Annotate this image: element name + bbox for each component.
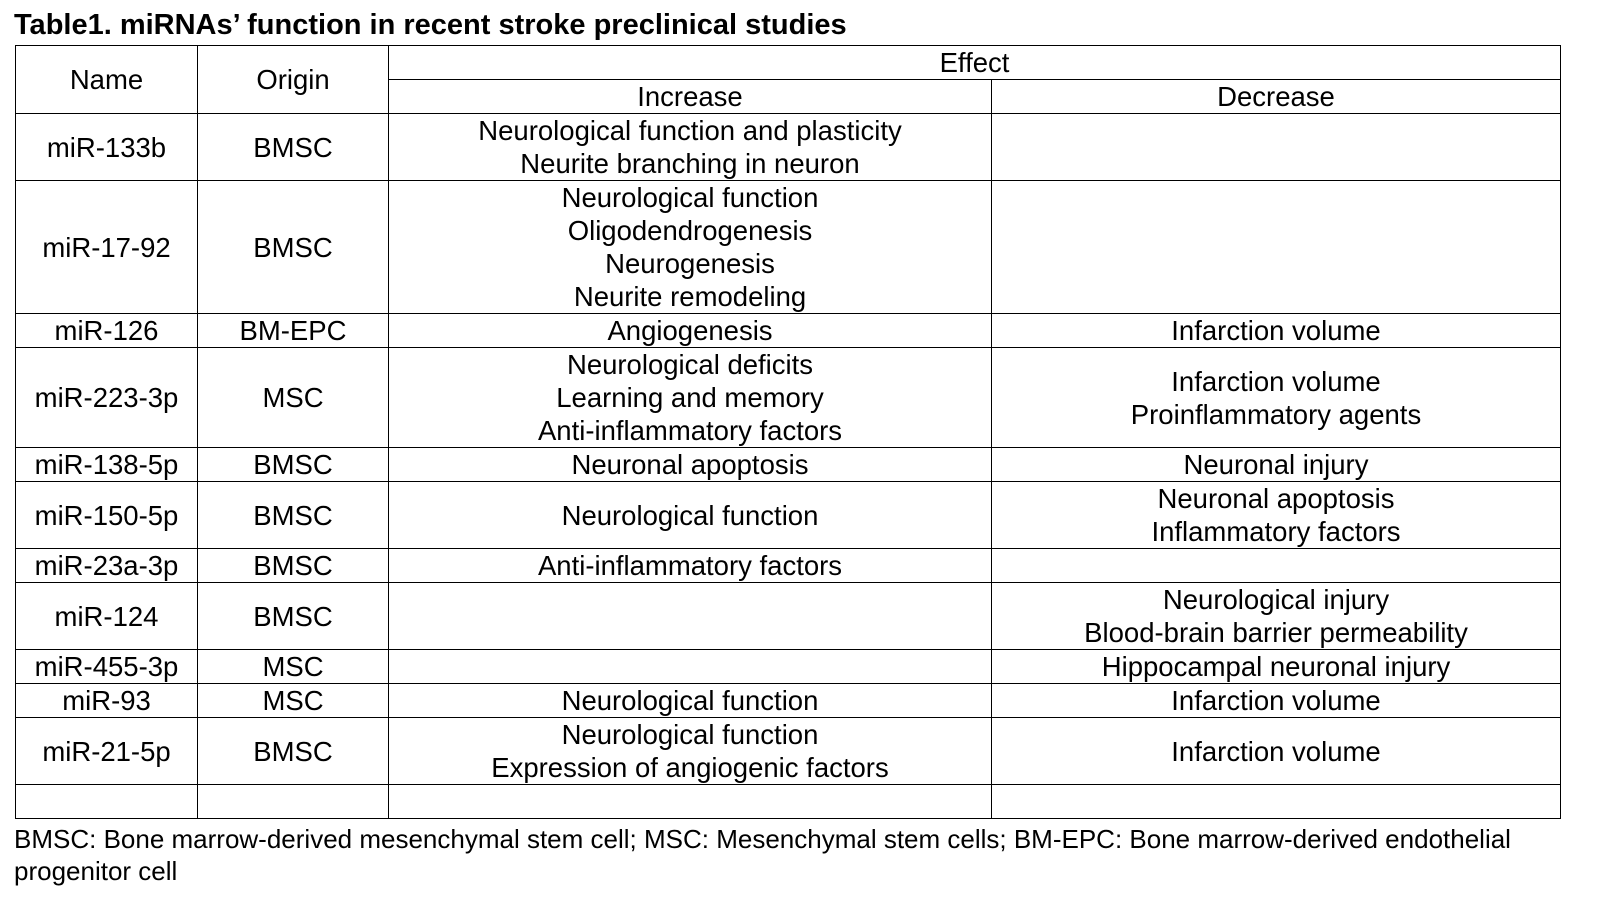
increase-effect-cell: [389, 314, 992, 348]
decrease-effect-cell: [992, 718, 1561, 785]
increase-effect-line: Angiogenesis: [607, 315, 773, 346]
header-increase: Increase: [389, 80, 992, 114]
decrease-effect-cell: [992, 650, 1561, 684]
mirna-name-cell: miR-150-5p: [16, 482, 198, 549]
decrease-effect-line: Blood-brain barrier permeability: [1084, 617, 1468, 648]
origin-cell: MSC: [198, 684, 389, 718]
table-title: Table1. miRNAs’ function in recent stroke preclinical studies: [14, 9, 847, 41]
decrease-effect-cell: [992, 785, 1561, 819]
increase-effect-cell: [389, 448, 992, 482]
decrease-effect-cell: [992, 348, 1561, 448]
decrease-effect-line: Inflammatory factors: [1151, 516, 1401, 547]
table-row: [16, 785, 1561, 819]
decrease-effect-cell: [992, 181, 1561, 314]
increase-effect-line: Neurite remodeling: [573, 281, 807, 312]
increase-effect-line: Anti-inflammatory factors: [537, 550, 843, 581]
mirna-name-cell: miR-23a-3p: [16, 549, 198, 583]
mirna-name-cell: miR-21-5p: [16, 718, 198, 785]
table-row: [16, 684, 1561, 718]
decrease-effect-cell: [992, 549, 1561, 583]
mirna-table: [15, 45, 1561, 819]
origin-cell: BMSC: [198, 718, 389, 785]
origin-cell: BMSC: [198, 482, 389, 549]
table-row: [16, 650, 1561, 684]
increase-effect-line: Anti-inflammatory factors: [537, 415, 843, 446]
table-row: [16, 718, 1561, 785]
header-origin: Origin: [198, 46, 389, 114]
mirna-name-cell: [16, 785, 198, 819]
origin-cell: BM-EPC: [198, 314, 389, 348]
table-row: [16, 114, 1561, 181]
decrease-effect-cell: [992, 684, 1561, 718]
decrease-effect-line: Hippocampal neuronal injury: [1101, 651, 1451, 682]
origin-cell: MSC: [198, 650, 389, 684]
footnote: BMSC: Bone marrow-derived mesenchymal stem cell; MSC: Mesenchymal stem cells; BM-EPC: Bone marrow-derived endothelial progenitor cell: [14, 824, 1511, 886]
increase-effect-cell: [389, 583, 992, 650]
decrease-effect-line: Infarction volume: [1171, 735, 1381, 767]
table-body: [16, 114, 1561, 819]
decrease-effect-cell: [992, 583, 1561, 650]
increase-effect-line: Neurological function and plasticity: [478, 115, 902, 146]
decrease-effect-line: Proinflammatory agents: [1130, 398, 1422, 430]
header-name: Name: [16, 46, 198, 114]
table-row: [16, 549, 1561, 583]
increase-effect-line: Learning and memory: [556, 382, 824, 413]
decrease-effect-line: Neurological injury: [1162, 584, 1390, 615]
increase-effect-cell: [389, 684, 992, 718]
increase-effect-cell: [389, 785, 992, 819]
decrease-effect-line: Infarction volume: [1171, 685, 1381, 716]
increase-effect-line: Expression of angiogenic factors: [491, 752, 889, 783]
increase-effect-line: Neurological function: [561, 719, 819, 750]
origin-cell: [198, 785, 389, 819]
increase-effect-line: Neurogenesis: [605, 248, 775, 279]
increase-effect-line: Neuronal apoptosis: [571, 449, 809, 480]
mirna-name-cell: miR-17-92: [16, 181, 198, 314]
increase-effect-cell: [389, 650, 992, 684]
table-row: [16, 448, 1561, 482]
mirna-name-cell: miR-223-3p: [16, 348, 198, 448]
mirna-name-cell: miR-138-5p: [16, 448, 198, 482]
decrease-effect-cell: [992, 448, 1561, 482]
table-row: [16, 314, 1561, 348]
decrease-effect-line: Neuronal injury: [1183, 449, 1369, 480]
origin-cell: BMSC: [198, 181, 389, 314]
table-row: [16, 482, 1561, 549]
mirna-name-cell: miR-133b: [16, 114, 198, 181]
decrease-effect-line: Infarction volume: [1171, 365, 1381, 397]
header-effect: Effect: [389, 46, 1561, 80]
origin-cell: BMSC: [198, 583, 389, 650]
increase-effect-cell: [389, 181, 992, 314]
table-row: [16, 348, 1561, 448]
origin-cell: MSC: [198, 348, 389, 448]
increase-effect-line: Neurological function: [561, 685, 819, 716]
decrease-effect-cell: [992, 314, 1561, 348]
mirna-name-cell: miR-93: [16, 684, 198, 718]
table-row: [16, 583, 1561, 650]
origin-cell: BMSC: [198, 549, 389, 583]
increase-effect-cell: [389, 348, 992, 448]
header-decrease: Decrease: [992, 80, 1561, 114]
increase-effect-cell: [389, 549, 992, 583]
mirna-name-cell: miR-124: [16, 583, 198, 650]
decrease-effect-cell: [992, 482, 1561, 549]
increase-effect-line: Neurological function: [561, 499, 819, 531]
increase-effect-line: Neurite branching in neuron: [520, 148, 860, 179]
mirna-name-cell: miR-455-3p: [16, 650, 198, 684]
increase-effect-cell: [389, 482, 992, 549]
mirna-name-cell: miR-126: [16, 314, 198, 348]
origin-cell: BMSC: [198, 448, 389, 482]
increase-effect-line: Oligodendrogenesis: [567, 215, 813, 246]
origin-cell: BMSC: [198, 114, 389, 181]
increase-effect-cell: [389, 114, 992, 181]
increase-effect-line: Neurological function: [561, 182, 819, 213]
decrease-effect-line: Infarction volume: [1171, 315, 1381, 346]
decrease-effect-cell: [992, 114, 1561, 181]
decrease-effect-line: Neuronal apoptosis: [1157, 483, 1395, 514]
increase-effect-line: Neurological deficits: [566, 349, 814, 380]
increase-effect-cell: [389, 718, 992, 785]
table-row: [16, 181, 1561, 314]
